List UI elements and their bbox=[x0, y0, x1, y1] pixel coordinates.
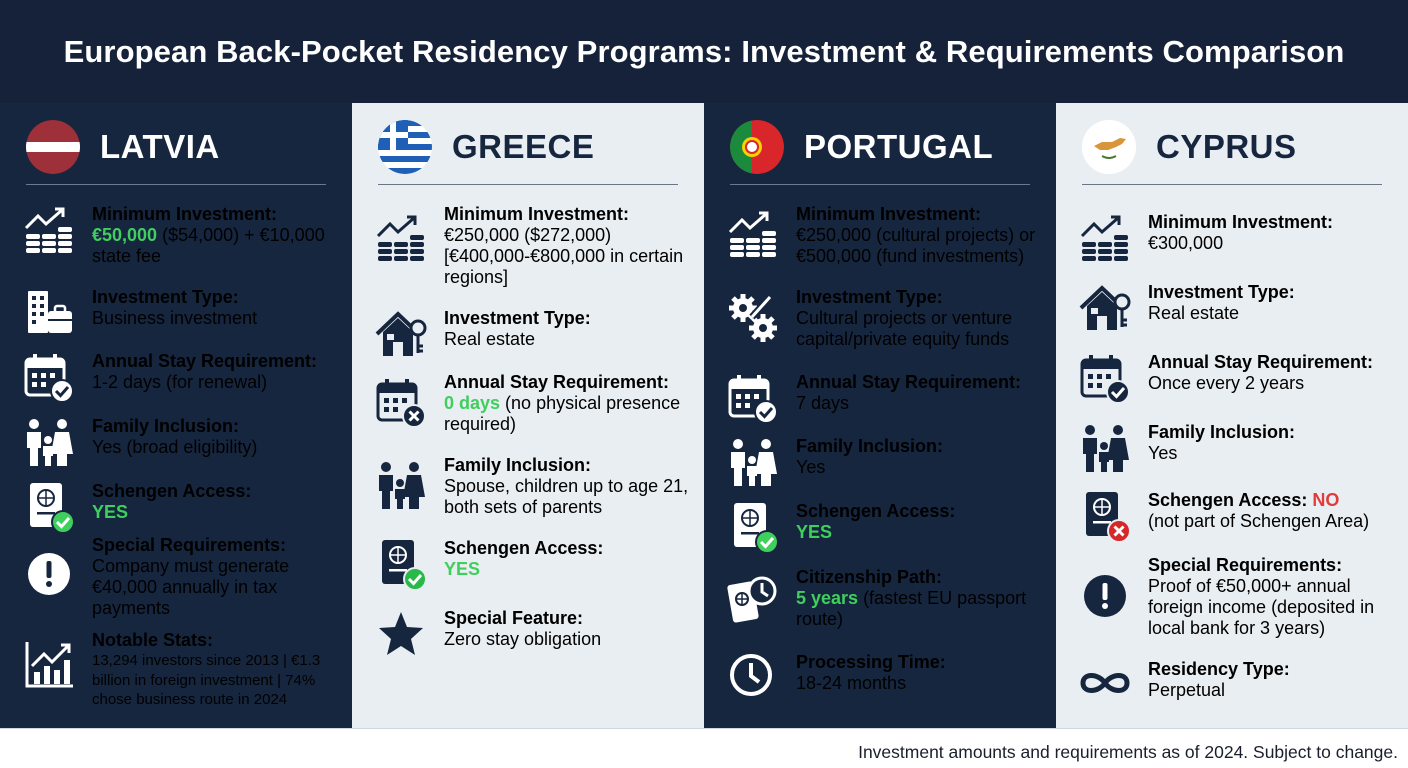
info-label bbox=[1148, 490, 1369, 511]
exclamation-icon bbox=[22, 547, 76, 601]
page-title: European Back-Pocket Residency Programs: Investment & Requirements Comparison bbox=[63, 33, 1345, 69]
highlight-value: YES bbox=[444, 559, 481, 579]
info-row-annual-stay bbox=[726, 372, 1042, 426]
investment-growth-icon bbox=[374, 212, 428, 266]
info-label: Schengen Access: bbox=[444, 538, 604, 558]
investment-growth-icon bbox=[22, 204, 76, 258]
info-value-text: ($54,000) + €10,000 state fee bbox=[92, 225, 325, 266]
info-value: 13,294 investors since 2013 | €1.3 billion in foreign investment | 74% chose business route in 2024 bbox=[92, 652, 321, 708]
info-row-family bbox=[726, 436, 1042, 490]
info-row-schengen bbox=[726, 501, 1042, 555]
info-row-citizenship bbox=[726, 567, 1042, 630]
info-label: Minimum Investment: bbox=[1148, 212, 1334, 232]
infinity-icon bbox=[1078, 659, 1132, 713]
info-value: Yes bbox=[1148, 443, 1178, 463]
info-value bbox=[444, 393, 690, 435]
info-label: Special Feature: bbox=[444, 608, 584, 628]
exclamation-icon bbox=[1078, 569, 1132, 623]
info-label: Family Inclusion: bbox=[444, 455, 592, 475]
country-header bbox=[26, 103, 326, 185]
info-value: Real estate bbox=[1148, 303, 1240, 323]
info-value: Perpetual bbox=[1148, 680, 1226, 700]
highlight-value: €50,000 bbox=[92, 225, 158, 245]
info-row-residency-type bbox=[1078, 659, 1394, 713]
info-label: Special Requirements: bbox=[92, 535, 287, 555]
info-value: Proof of €50,000+ annual foreign income (deposited in local bank for 3 years) bbox=[1148, 576, 1375, 638]
info-value bbox=[92, 225, 338, 267]
info-label: Notable Stats: bbox=[92, 630, 214, 650]
passport-check-icon bbox=[726, 501, 780, 555]
info-row-processing-time bbox=[726, 652, 1042, 706]
info-label: Family Inclusion: bbox=[92, 416, 240, 436]
info-row-annual-stay bbox=[374, 372, 690, 435]
info-value: Zero stay obligation bbox=[444, 629, 602, 649]
investment-growth-icon bbox=[1078, 212, 1132, 266]
info-row-special-requirements bbox=[22, 535, 338, 619]
highlight-value: YES bbox=[796, 522, 833, 542]
investment-growth-icon bbox=[726, 208, 780, 262]
info-value: 7 days bbox=[796, 393, 850, 413]
clock-icon bbox=[726, 652, 780, 706]
star-icon bbox=[374, 608, 428, 662]
passport-check-icon bbox=[22, 481, 76, 535]
info-row-schengen bbox=[1078, 490, 1394, 544]
info-label: Residency Type: bbox=[1148, 659, 1290, 679]
info-label: Minimum Investment: bbox=[92, 204, 278, 224]
info-row-investment-type bbox=[1078, 282, 1394, 336]
country-header bbox=[1082, 103, 1382, 185]
calendar-check-icon bbox=[22, 351, 76, 405]
info-label: Annual Stay Requirement: bbox=[92, 351, 318, 371]
info-row-notable-stats bbox=[22, 630, 338, 710]
info-label: Family Inclusion: bbox=[796, 436, 944, 456]
info-value: (not part of Schengen Area) bbox=[1148, 511, 1370, 531]
info-value: Company must generate €40,000 annually in tax payments bbox=[92, 556, 290, 618]
latvia-flag-icon bbox=[26, 120, 80, 174]
info-label: Processing Time: bbox=[796, 652, 946, 672]
info-label: Annual Stay Requirement: bbox=[796, 372, 1022, 392]
info-value: Spouse, children up to age 21, both sets of parents bbox=[444, 476, 689, 517]
info-label: Citizenship Path: bbox=[796, 567, 943, 587]
info-label: Annual Stay Requirement: bbox=[444, 372, 670, 392]
info-row-investment-type bbox=[726, 287, 1042, 350]
info-value: €250,000 (cultural projects) or €500,000 (fund investments) bbox=[796, 225, 1036, 266]
passport-check-icon bbox=[374, 538, 428, 592]
calendar-check-icon bbox=[1078, 352, 1132, 406]
info-row-investment-type bbox=[374, 308, 690, 362]
cyprus-flag-icon bbox=[1082, 120, 1136, 174]
info-row-annual-stay bbox=[1078, 352, 1394, 406]
info-value: Real estate bbox=[444, 329, 536, 349]
info-label: Investment Type: bbox=[1148, 282, 1295, 302]
info-label: Minimum Investment: bbox=[796, 204, 982, 224]
bar-chart-icon bbox=[22, 638, 76, 692]
info-row-min-investment bbox=[374, 204, 690, 288]
info-row-min-investment bbox=[22, 204, 338, 267]
info-row-min-investment bbox=[1078, 212, 1394, 266]
highlight-value: NO bbox=[1312, 490, 1340, 510]
info-row-annual-stay bbox=[22, 351, 338, 405]
info-label: Schengen Access: bbox=[796, 501, 956, 521]
country-header bbox=[730, 103, 1030, 185]
footer-note bbox=[0, 728, 1408, 768]
family-icon bbox=[1078, 422, 1132, 476]
info-label: Investment Type: bbox=[444, 308, 591, 328]
passport-clock-icon bbox=[726, 573, 780, 627]
info-row-special-requirements bbox=[1078, 555, 1394, 639]
info-value: 18-24 months bbox=[796, 673, 907, 693]
info-label: Family Inclusion: bbox=[1148, 422, 1296, 442]
info-label: Minimum Investment: bbox=[444, 204, 630, 224]
country-name: GREECE bbox=[452, 127, 595, 165]
info-row-special-feature bbox=[374, 608, 690, 662]
gears-brush-icon bbox=[726, 291, 780, 345]
info-label: Investment Type: bbox=[92, 287, 239, 307]
country-name: CYPRUS bbox=[1156, 127, 1297, 165]
highlight-value: YES bbox=[92, 502, 129, 522]
highlight-value: 5 years bbox=[796, 588, 859, 608]
info-row-schengen bbox=[22, 481, 338, 535]
info-value: Business investment bbox=[92, 308, 258, 328]
info-value: Cultural projects or venture capital/private equity funds bbox=[796, 308, 1013, 349]
info-label: Annual Stay Requirement: bbox=[1148, 352, 1374, 372]
info-value: €250,000 ($272,000) [€400,000-€800,000 in certain regions] bbox=[444, 225, 684, 287]
info-value bbox=[796, 588, 1042, 630]
passport-x-icon bbox=[1078, 490, 1132, 544]
info-row-family bbox=[374, 455, 690, 518]
highlight-value: 0 days bbox=[444, 393, 501, 413]
info-value: Yes bbox=[796, 457, 826, 477]
info-row-schengen bbox=[374, 538, 690, 592]
info-value-text: (fastest EU passport route) bbox=[796, 588, 1027, 629]
info-label: Investment Type: bbox=[796, 287, 943, 307]
country-header bbox=[378, 103, 678, 185]
family-icon bbox=[374, 459, 428, 513]
calendar-x-icon bbox=[374, 376, 428, 430]
info-label: Schengen Access: bbox=[92, 481, 252, 501]
family-icon bbox=[726, 436, 780, 490]
info-label-text: Schengen Access: bbox=[1148, 490, 1308, 510]
info-value: 1-2 days (for renewal) bbox=[92, 372, 268, 392]
info-label: Special Requirements: bbox=[1148, 555, 1343, 575]
info-value: Yes (broad eligibility) bbox=[92, 437, 258, 457]
footer-text: Investment amounts and requirements as of 2024. Subject to change. bbox=[858, 742, 1398, 762]
family-icon bbox=[22, 416, 76, 470]
info-value-text: (no physical presence required) bbox=[444, 393, 681, 434]
info-row-family bbox=[1078, 422, 1394, 476]
info-row-investment-type bbox=[22, 287, 338, 341]
header-banner bbox=[0, 0, 1408, 103]
portugal-flag-icon bbox=[730, 120, 784, 174]
info-row-min-investment bbox=[726, 204, 1042, 267]
info-value: €300,000 bbox=[1148, 233, 1224, 253]
country-name: LATVIA bbox=[100, 127, 220, 165]
info-value: Once every 2 years bbox=[1148, 373, 1305, 393]
greece-flag-icon bbox=[378, 120, 432, 174]
info-row-family bbox=[22, 416, 338, 470]
country-name: PORTUGAL bbox=[804, 127, 994, 165]
calendar-check-icon bbox=[726, 372, 780, 426]
house-key-icon bbox=[374, 308, 428, 362]
business-briefcase-icon bbox=[22, 287, 76, 341]
house-key-icon bbox=[1078, 282, 1132, 336]
